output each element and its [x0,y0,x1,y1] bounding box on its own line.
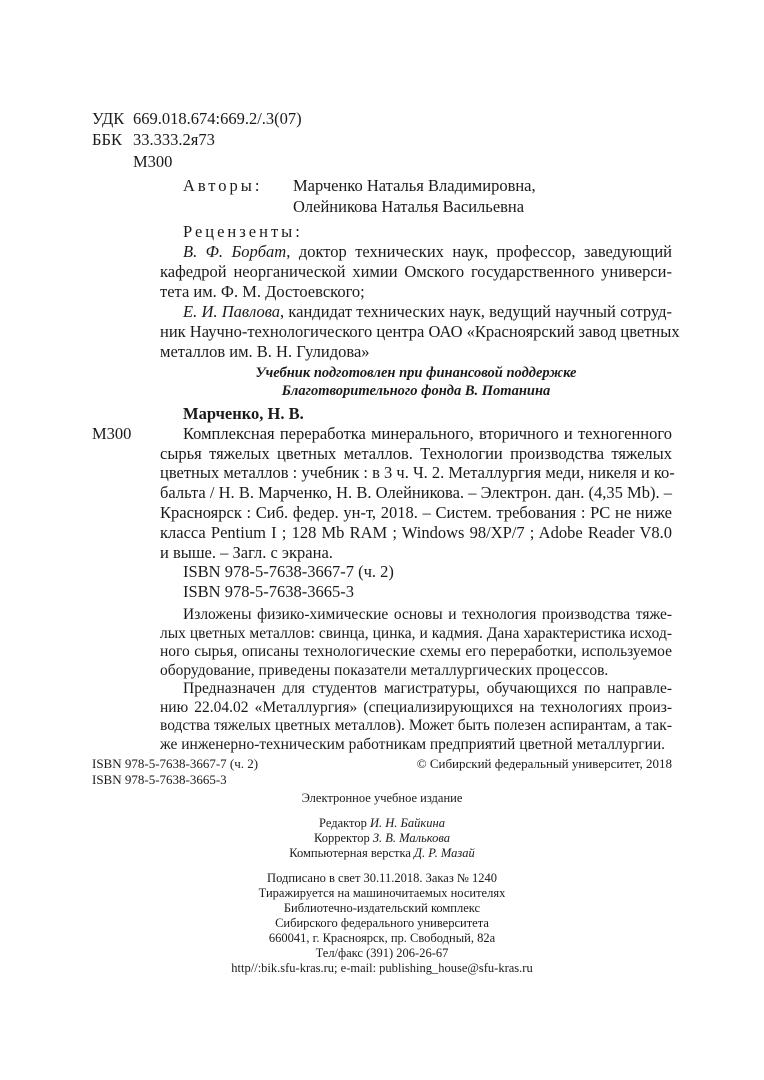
imprint-line: Библиотечно-издательский комплекс [283,901,481,915]
catalog-record [160,404,675,602]
record-line: класса Pentium I ; 128 Mb RAM ; Windows 98/XP/7 ; Adobe Reader V8.0 [160,522,672,542]
reviewer-name: Е. И. Павлова [183,302,281,321]
reviewer-line: В. Ф. Борбат, доктор технических наук, профессор, заведующий [183,242,672,261]
record-heading: Марченко, Н. В. [183,404,304,423]
corrector-line: Корректор З. В. Малькова [313,831,451,845]
editor-line: Редактор И. Н. Байкина [319,816,445,830]
support-note [160,364,672,400]
imprint-contacts: http//:bik.sfu-kras.ru; e-mail: publishing_house@sfu-kras.ru [231,961,533,975]
edition-type: Электронное учебное издание [301,791,463,805]
imprint [0,791,764,976]
author-name: Марченко Наталья Владимировна, [293,176,536,195]
abstract-line: оборудование, приведены показатели металлургических процессов. [160,661,609,679]
abstract [160,606,672,754]
reviewers-block [160,222,680,362]
author-mark: М300 [133,151,173,171]
support-line: Учебник подготовлен при финансовой поддержке [255,365,577,381]
record-mark [92,404,131,444]
record-line: и выше. – Загл. с экрана. [160,542,333,562]
reviewer-line: ник Научно-технологического центра ОАО «Красноярский завод цветных [160,322,680,341]
record-isbn: ISBN 978-5-7638-3667-7 (ч. 2) [183,562,394,582]
record-line: Красноярск : Сиб. федер. ун-т, 2018. – Систем. требования : PC не ниже [160,502,672,522]
footer-isbn-line: ISBN 978-5-7638-3667-7 (ч. 2) [92,756,259,771]
abstract-line: ного сырья, описаны технологические схемы его переработки, используемое [160,643,672,660]
abstract-line: Предназначен для студентов магистратуры, обучающихся по направле- [183,680,672,697]
reviewer-name: В. Ф. Борбат [183,242,287,261]
footer-isbn-line: ISBN 978-5-7638-3665-3 [92,771,227,787]
bbk-label: ББК [92,130,122,150]
abstract-line: лых цветных металлов: свинца, цинка, и кадмия. Дана характеристика исход- [160,624,672,642]
udk-label: УДК [92,109,125,128]
imprint-line: Подписано в свет 30.11.2018. Заказ № 1240 [267,871,497,885]
record-line: сырья тяжелых цветных металлов. Технологии производства тяжелых [160,443,672,463]
record-line: цветных металлов : учебник : в 3 ч. Ч. 2. Металлургия меди, никеля и ко- [160,463,675,483]
authors-label: Авторы: [183,176,263,195]
abstract-line: Изложены физико-химические основы и технология производства тяже- [183,606,672,623]
record-isbn: ISBN 978-5-7638-3665-3 [183,582,354,602]
reviewer-line: металлов им. В. Н. Гулидова» [160,342,370,361]
abstract-line: водства тяжелых цветных металлов). Может быть полезен аспирантам, а так- [160,717,672,734]
authors-block [183,175,536,218]
imprint-line: Тел/факс (391) 206-26-67 [315,946,449,960]
udk-code: 669.018.674:669.2/.3(07) [133,109,302,128]
copyright: © Сибирский федеральный университет, 2018 [416,756,672,771]
reviewer-line: Е. И. Павлова, кандидат технических наук, ведущий научный сотруд- [183,302,672,321]
abstract-line: нию 22.04.02 «Металлургия» (специализирующихся на технологиях произ- [160,698,672,716]
reviewer-line: тета им. Ф. М. Достоевского; [160,282,365,301]
abstract-line: же инженерно-техническим работникам предприятий цветной металлургии. [160,735,666,753]
record-line: бальта / Н. В. Марченко, Н. В. Олейникова. – Электрон. дан. (4,35 Mb). – [160,483,672,503]
classification-block [92,108,302,172]
author-name: Олейникова Наталья Васильевна [293,197,525,217]
layout-line: Компьютерная верстка Д. Р. Мазай [289,846,475,860]
record-mark-code: М300 [92,423,132,443]
support-line: Благотворительного фонда В. Потанина [281,383,551,399]
reviewers-label: Рецензенты: [183,222,303,241]
footer-isbn [92,756,258,787]
imprint-line: Тиражируется на машиночитаемых носителях [258,886,506,900]
imprint-line: 660041, г. Красноярск, пр. Свободный, 82а [268,931,496,945]
imprint-line: Сибирского федерального университета [275,916,489,930]
record-line: Комплексная переработка минерального, вторичного и техногенного [183,423,672,443]
bbk-code: 33.333.2я73 [133,130,215,150]
reviewer-line: кафедрой неорганической химии Омского государственного универси- [160,262,672,281]
